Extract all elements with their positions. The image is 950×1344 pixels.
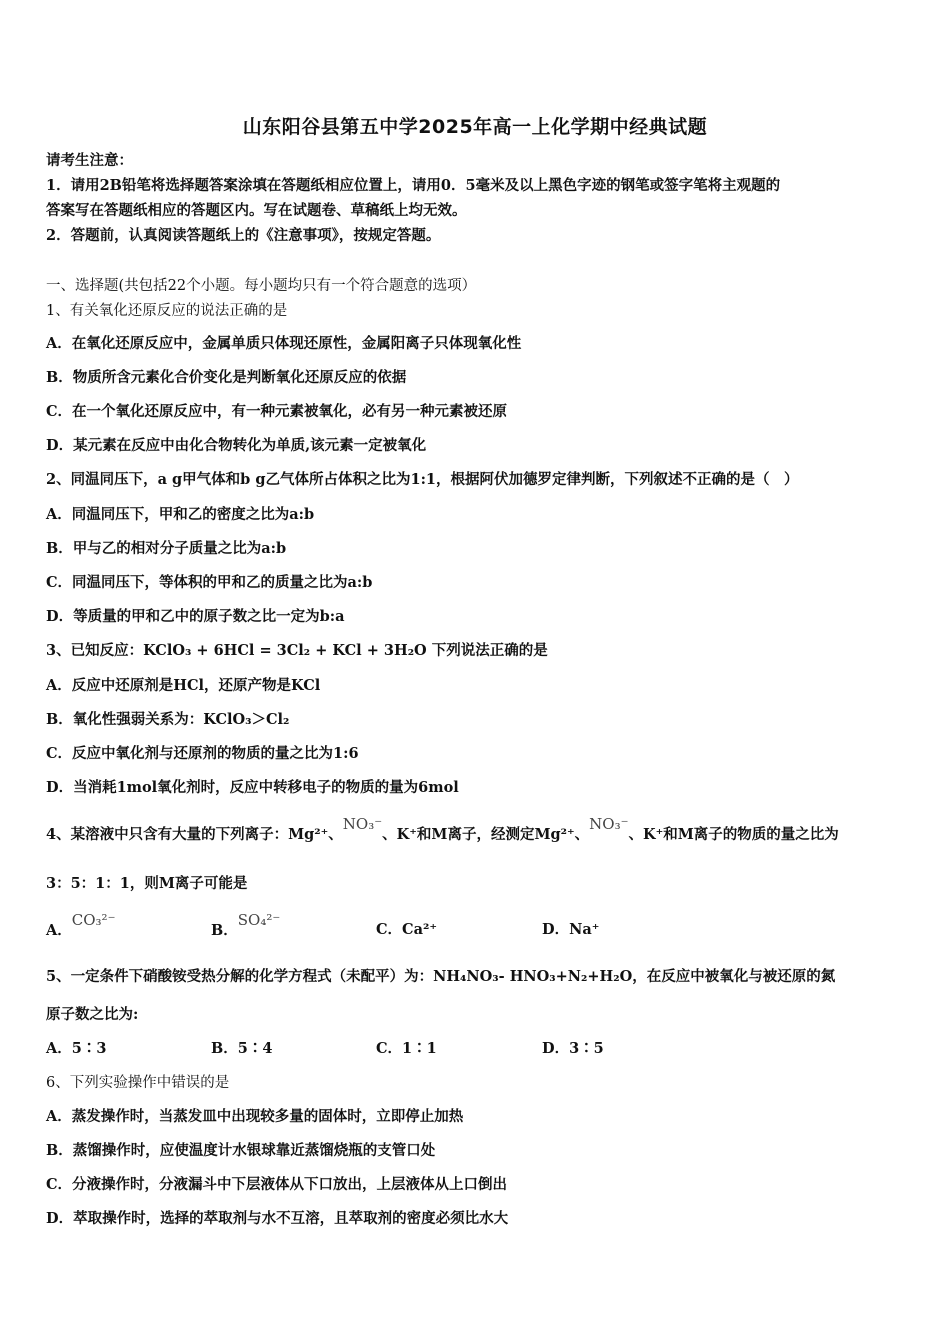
q6-option-d: D．萃取操作时，选择的萃取剂与水不互溶，且萃取剂的密度必须比水大 [46, 1210, 509, 1227]
q4-ion-nitrate-1: NO₃⁻ [342, 815, 383, 833]
notice-heading: 请考生注意： [46, 152, 133, 169]
q3-equation: KClO₃ + 6HCl = 3Cl₂ + KCl + 3H₂O [143, 642, 427, 659]
q4-option-a-ion: CO₃²⁻ [71, 911, 116, 929]
q2-option-a: A．同温同压下，甲和乙的密度之比为a:b [46, 506, 315, 523]
q2-option-b: B．甲与乙的相对分子质量之比为a:b [46, 540, 287, 557]
q4-stem-part3: 、K⁺和M离子的物质的量之比为 [628, 826, 839, 843]
q4-option-a [46, 911, 116, 941]
q4-option-b [211, 911, 281, 941]
q5-stem-line2: 原子数之比为: [46, 1006, 139, 1023]
q6-stem: 6、下列实验操作中错误的是 [46, 1075, 230, 1091]
q3-option-b: B．氧化性强弱关系为：KClO₃＞Cl₂ [46, 711, 290, 728]
q4-stem-line2: 3：5：1：1，则M离子可能是 [46, 875, 248, 892]
q1-stem: 1、有关氧化还原反应的说法正确的是 [46, 303, 288, 319]
q2-option-d: D．等质量的甲和乙中的原子数之比一定为b:a [46, 608, 345, 625]
q5-option-b: B．5∶4 [211, 1040, 273, 1057]
q1-option-c: C．在一个氧化还原反应中，有一种元素被氧化，必有另一种元素被还原 [46, 403, 508, 420]
q6-option-c: C．分液操作时，分液漏斗中下层液体从下口放出，上层液体从上口倒出 [46, 1176, 508, 1193]
q2-option-c: C．同温同压下，等体积的甲和乙的质量之比为a:b [46, 574, 373, 591]
notice-line-1b: 答案写在答题纸相应的答题区内。写在试题卷、草稿纸上均无效。 [46, 202, 467, 219]
q4-stem-part2: 、K⁺和M离子，经测定Mg²⁺、 [382, 826, 590, 843]
q4-stem [46, 815, 839, 845]
q3-option-d: D．当消耗1mol氧化剂时，反应中转移电子的物质的量为6mol [46, 779, 459, 796]
page-title: 山东阳谷县第五中学2025年高一上化学期中经典试题 [242, 116, 708, 138]
q4-option-c: C．Ca²⁺ [376, 921, 437, 938]
notice-line-2: 2．答题前，认真阅读答题纸上的《注意事项》，按规定答题。 [46, 227, 441, 244]
q5-option-c: C．1∶1 [376, 1040, 437, 1057]
q5-stem: 5、一定条件下硝酸铵受热分解的化学方程式（未配平）为：NH₄NO₃- HNO₃+N₂+H₂O，在反应中被氧化与被还原的氮 [46, 968, 836, 985]
q3-stem-prefix: 3、已知反应： [46, 642, 144, 659]
q1-option-b: B．物质所含元素化合价变化是判断氧化还原反应的依据 [46, 369, 407, 386]
q1-option-d: D．某元素在反应中由化合物转化为单质,该元素一定被氧化 [46, 437, 427, 454]
q3-stem-suffix: 下列说法正确的是 [431, 642, 548, 659]
q3-option-c: C．反应中氧化剂与还原剂的物质的量之比为1:6 [46, 745, 359, 762]
q3-stem [46, 641, 548, 661]
q4-option-b-label: B． [211, 922, 238, 939]
q1-option-a: A．在氧化还原反应中，金属单质只体现还原性，金属阳离子只体现氧化性 [46, 335, 522, 352]
q2-stem: 2、同温同压下，a g甲气体和b g乙气体所占体积之比为1:1，根据阿伏加德罗定律判断，下列叙述不正确的是（ ） [46, 471, 799, 488]
section-heading: 一、选择题(共包括22个小题。每小题均只有一个符合题意的选项） [46, 278, 477, 294]
q5-option-d: D．3∶5 [542, 1040, 604, 1057]
notice-line-1: 1．请用2B铅笔将选择题答案涂填在答题纸相应位置上，请用0．5毫米及以上黑色字迹的钢笔或签字笔将主观题的 [46, 177, 781, 194]
q5-option-a: A．5∶3 [46, 1040, 107, 1057]
q4-option-b-ion: SO₄²⁻ [237, 911, 281, 929]
q4-option-a-label: A． [46, 922, 72, 939]
q6-option-a: A．蒸发操作时，当蒸发皿中出现较多量的固体时，立即停止加热 [46, 1108, 464, 1125]
q4-option-d: D．Na⁺ [542, 921, 600, 938]
q3-option-a: A．反应中还原剂是HCl，还原产物是KCl [46, 677, 321, 694]
q4-ion-nitrate-2: NO₃⁻ [589, 815, 629, 833]
q4-stem-part1: 4、某溶液中只含有大量的下列离子：Mg²⁺、 [46, 826, 343, 843]
q6-option-b: B．蒸馏操作时，应使温度计水银球靠近蒸馏烧瓶的支管口处 [46, 1142, 436, 1159]
